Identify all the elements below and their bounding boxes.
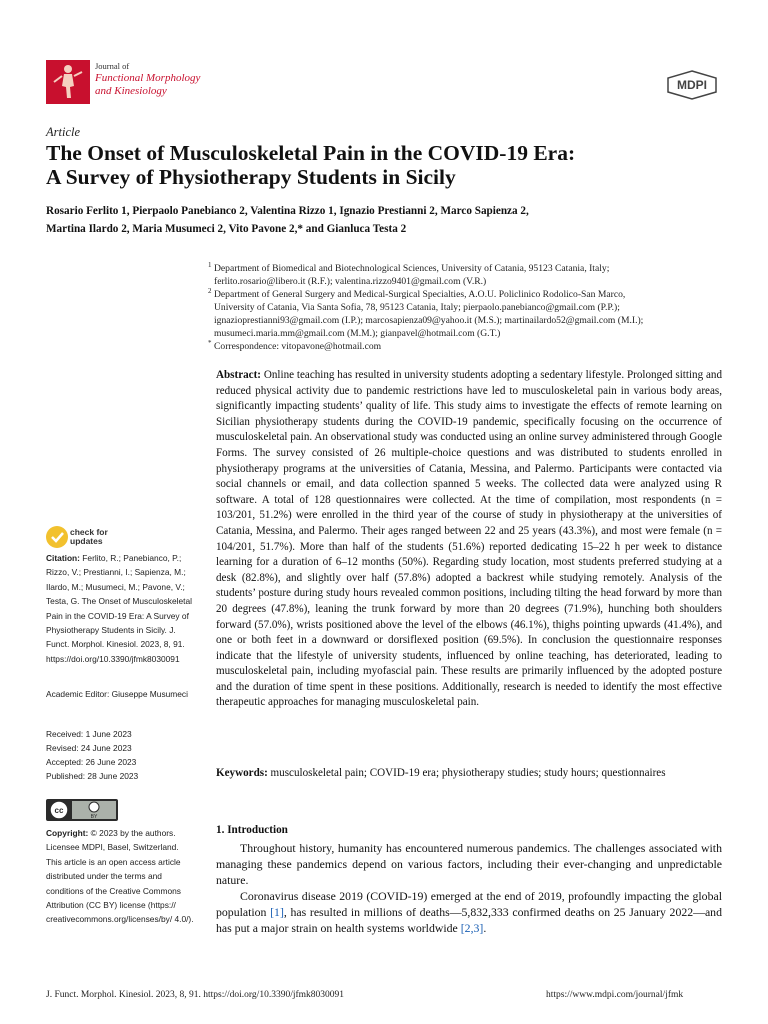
affiliation-number: * — [208, 339, 212, 347]
received-date: Received: 1 June 2023 — [46, 729, 132, 739]
affiliation-line[interactable]: University of Catania, Via Santa Sofia, 78, 95123 Catania, Italy; pierpaolo.panebianco@gmail.com (P.P.); — [214, 302, 620, 313]
keywords — [216, 766, 722, 782]
journal-name — [95, 72, 200, 98]
footer-citation[interactable]: J. Funct. Morphol. Kinesiol. 2023, 8, 91. https://doi.org/10.3390/jfmk8030091 — [46, 990, 345, 1000]
intro-paragraph-2 — [216, 888, 722, 937]
article-type: Article — [46, 125, 81, 139]
authors-line1[interactable]: Rosario Ferlito 1, Pierpaolo Panebianco 2, Valentina Rizzo 1, Ignazio Prestianni 2, Marco Sapienza 2, — [46, 205, 529, 217]
authors-line2[interactable]: Martina Ilardo 2, Maria Musumeci 2, Vito Pavone 2,* and Gianluca Testa 2 — [46, 223, 407, 235]
correspondence-line[interactable]: Correspondence: vitopavone@hotmail.com — [214, 341, 382, 352]
affiliation-number: 1 — [208, 261, 212, 269]
abstract — [216, 368, 722, 711]
copyright-text: © 2023 by the authors. Licensee MDPI, Basel, Switzerland. This article is an open access article distributed under the terms and conditions of the Creative Commons Attribution (CC BY) license (https:// creativecommons.org/licenses/by/ 4.0/). — [46, 828, 194, 925]
correspondence — [208, 339, 734, 353]
abstract-label: Abstract: — [216, 369, 261, 381]
copyright-label: Copyright: — [46, 828, 89, 838]
keywords-label: Keywords: — [216, 767, 268, 779]
title-line2: A Survey of Physiotherapy Students in Sicily — [46, 165, 456, 189]
check-for-updates-button[interactable] — [70, 528, 108, 546]
check-for-updates-icon[interactable] — [46, 526, 68, 548]
abstract-text: Online teaching has resulted in university students adopting a sedentary lifestyle. Prolonged sitting and reduced physical activity due to pandemic restrictions have led to musculoskeletal pain in various body areas, significantly impacting students’ quality of life. This study aims to investigate the effects of remote learning on Sicilian physiotherapy students during the COVID-19 pandemic, specifically focusing on the occurrence of musculoskeletal pain. An observational study was conducted using an online survey administered through Google Forms. The survey consisted of 26 multiple-choice questions and was distributed to students enrolled in physiotherapy programs at the universities of Catania, Messina, and Palermo. Participants were contacted via social channels or email, and data collection spanned 5 weeks. The collected data were analyzed using R software. A total of 128 questionnaires were collected. At the time of compilation, most respondents (n = 103/201, 51.2%) were enrolled in the third year of the course of study in physiotherapy at the universities of Catania, Messina, and Palermo. Their ages ranged between 22 and 25 years (43.3%), and most were female (n = 104/201, 51.7%). More than half of the students (51.6%) reported dedicating 15–22 h per week to distance learning for a duration of 6–12 months (50%). Regarding study location, most students preferred studying at a desk (82.8%), and slightly over half (57.8%) adopted a backrest while studying remotely. Analysis of the students’ posture during study hours revealed common positions, including tilting the head forward by more than 20 degrees (47.8%), leaning the trunk forward by more than 20 degrees (71.9%), hunching both shoulders forward (57.0%), wrists positioned above the level of the elbows (46.1%), thighs pointing upwards (41.4%), and one or both feet in a downward or dorsiflexed position (69.5%). In conclusion the questionnaire responses indicate that the lifestyle of university students, influenced by online teaching, has deteriorated, leading to musculoskeletal pain, including myofascial pain. These results are primarily influenced by the adopted posture and the duration of time spent in these positions. Additionally, research is needed to identify the most effective therapeutic approaches for managing musculoskeletal pain. — [216, 369, 723, 709]
journal-name-line2: and Kinesiology — [95, 85, 167, 97]
para2-text-b: , has resulted in millions of deaths—5,832,333 confirmed deaths on 25 January 2022—and has put a major strain on health systems worldwide — [216, 905, 722, 936]
check-line2: updates — [70, 536, 103, 546]
intro-paragraph-1: Throughout history, humanity has encountered numerous pandemics. The challenges associated with managing these pandemics depend on various factors, including their ever-changing and unpredictable nature. — [216, 841, 722, 888]
affiliation-line[interactable]: ferlito.rosario@libero.it (R.F.); valentina.rizzo9401@gmail.com (V.R.) — [214, 276, 487, 287]
para2-text-c: . — [483, 921, 487, 936]
section-heading: 1. Introduction — [216, 824, 288, 836]
affiliation-1 — [208, 261, 734, 288]
journal-logo — [46, 60, 90, 104]
copyright-block — [46, 826, 196, 927]
footer-journal-link[interactable]: https://www.mdpi.com/journal/jfmk — [546, 990, 684, 1000]
by-icon: BY — [90, 814, 98, 820]
para2-text-a: Coronavirus disease 2019 (COVID-19) emerged at the end of 2019, profoundly impacting the global population — [216, 889, 722, 920]
affiliation-line[interactable]: ignazioprestianni93@gmail.com (I.P.); marcosapienza09@yahoo.it (M.S.); martinailardo52@gmail.com (M.I.); — [214, 315, 644, 326]
mdpi-text: MDPI — [677, 78, 707, 92]
journal-name-line1: Functional Morphology — [95, 72, 201, 84]
figure-icon — [46, 60, 90, 104]
journal-of-label: Journal of — [95, 61, 130, 71]
affiliation-line: Department of Biomedical and Biotechnological Sciences, University of Catania, 95123 Catania, Italy; — [214, 263, 610, 274]
mdpi-logo — [666, 70, 718, 100]
author-list — [46, 202, 736, 238]
affiliation-line[interactable]: musumeci.maria.mm@gmail.com (M.M.); gianpavel@hotmail.com (G.T.) — [214, 328, 501, 339]
affiliation-line: Department of General Surgery and Medical-Surgical Specialties, A.O.U. Policlinico Rodolico-San Marco, — [214, 289, 626, 300]
accepted-date: Accepted: 26 June 2023 — [46, 757, 137, 767]
check-line1: check for — [70, 527, 108, 537]
academic-editor: Academic Editor: Giuseppe Musumeci — [46, 689, 188, 699]
page-title — [46, 141, 736, 189]
citation-label: Citation: — [46, 553, 80, 563]
citation-block — [46, 551, 196, 666]
published-date: Published: 28 June 2023 — [46, 771, 139, 781]
affiliation-number: 2 — [208, 287, 212, 295]
reference-link[interactable]: [2,3] — [460, 921, 484, 936]
title-line1: The Onset of Musculoskeletal Pain in the COVID-19 Era: — [46, 141, 576, 165]
reference-link[interactable]: [1] — [270, 905, 284, 920]
affiliation-2 — [208, 287, 734, 340]
cc-by-license-badge[interactable] — [46, 799, 118, 821]
citation-text: Ferlito, R.; Panebianco, P.; Rizzo, V.; Prestianni, I.; Sapienza, M.; Ilardo, M.; Musumeci, M.; Pavone, V.; Testa, G. The Onset of Musculoskeletal Pain in the COVID-19 Era: A Survey of Physiotherapy Students in Sicily. J. Funct. Morphol. Kinesiol. 2023, 8, 91. https://doi.org/10.3390/jfmk8030091 — [46, 553, 193, 664]
revised-date: Revised: 24 June 2023 — [46, 743, 132, 753]
keywords-text: musculoskeletal pain; COVID-19 era; physiotherapy studies; study hours; questionnaires — [270, 767, 666, 779]
cc-icon: cc — [54, 806, 64, 815]
